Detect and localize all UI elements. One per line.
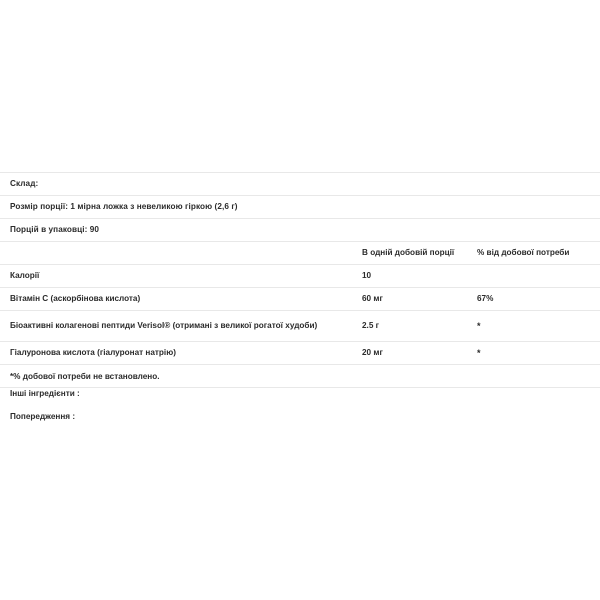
other-ingredients-block xyxy=(0,389,600,400)
table-row xyxy=(0,311,600,341)
nutrient-daily-value: * xyxy=(477,347,481,358)
warnings-label: Попередження : xyxy=(10,412,76,421)
composition-label: Склад: xyxy=(10,179,39,189)
daily-value-footnote: *% добової потреби не встановлено. xyxy=(10,371,160,381)
serving-size-text: Розмір порції: 1 мірна ложка з невеликою гіркою (2,6 г) xyxy=(10,202,238,212)
header-amount-per-serving: В одній добовій порції xyxy=(362,248,455,258)
serving-size-row xyxy=(0,196,600,218)
footnote-row xyxy=(0,365,600,387)
warnings-block xyxy=(0,412,600,423)
servings-per-container-row xyxy=(0,219,600,241)
header-daily-value: % від добової потреби xyxy=(477,248,570,258)
table-header-row xyxy=(0,242,600,264)
composition-row xyxy=(0,173,600,195)
nutrient-name: Калорії xyxy=(10,270,40,280)
nutrient-name: Вітамін С (аскорбінова кислота) xyxy=(10,293,141,303)
separator-bottom xyxy=(0,387,600,388)
nutrient-daily-value: * xyxy=(477,320,481,331)
nutrient-amount: 60 мг xyxy=(362,294,383,304)
nutrient-amount: 2.5 г xyxy=(362,321,380,331)
servings-per-container-text: Порцій в упаковці: 90 xyxy=(10,225,100,235)
nutrient-daily-value: 67% xyxy=(477,294,494,304)
other-ingredients-label: Інші інгредієнти : xyxy=(10,389,80,398)
nutrient-amount: 20 мг xyxy=(362,348,383,358)
nutrient-name: Гіалуронова кислота (гіалуронат натрію) xyxy=(10,347,176,357)
nutrient-amount: 10 xyxy=(362,271,372,281)
nutrient-name: Біоактивні колагенові пептиди Verisol® (отримані з великої рогатої худоби) xyxy=(10,320,318,330)
supplement-facts-panel xyxy=(0,172,600,388)
table-row xyxy=(0,342,600,364)
table-row xyxy=(0,288,600,310)
table-row xyxy=(0,265,600,287)
